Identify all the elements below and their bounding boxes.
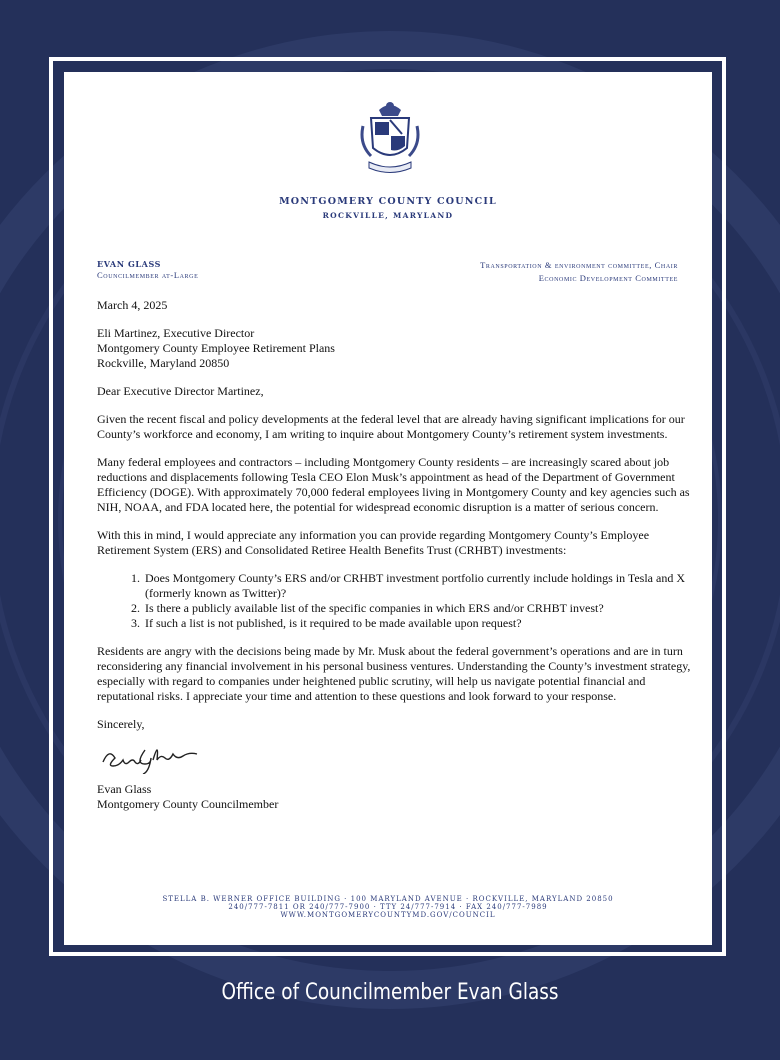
body-paragraph: With this in mind, I would appreciate any information you can provide regarding Montgomery County’s Employee Retirement System (ERS) and Consolidated Retiree Health Benefits Trust (CRHBT) investments:	[97, 528, 650, 557]
letter-date: March 4, 2025	[97, 298, 168, 312]
sender-title: Councilmember at-Large	[97, 270, 199, 280]
county-seal-crest-icon	[357, 96, 423, 180]
committee-line: Transportation & environment committee, Chair	[480, 260, 678, 270]
committee-block	[480, 259, 678, 285]
letterhead-footer	[64, 895, 712, 919]
committee-line: Economic Development Committee	[538, 273, 678, 283]
office-caption: Office of Councilmember Evan Glass	[221, 980, 559, 1005]
council-name: MONTGOMERY COUNTY COUNCIL	[279, 196, 497, 207]
recipient-address	[97, 326, 697, 371]
recipient-line: Eli Martinez, Executive Director	[97, 326, 255, 340]
question-item: 2. Is there a publicly available list of the specific companies in which ERS and/or CRHBT invest?	[143, 601, 697, 616]
body-paragraph: Many federal employees and contractors – including Montgomery County residents – are increasingly scared about job reductions and displacements following Tesla CEO Elon Musk’s appointment as head of the Department of Government Efficiency (DOGE). With approximately 70,000 federal employees living in Montgomery County and key agencies such as NIH, NOAA, and FDA located here, the potential for widespread economic disruption is a matter of serious concern.	[97, 455, 690, 514]
footer-address: STELLA B. WERNER OFFICE BUILDING · 100 MARYLAND AVENUE · ROCKVILLE, MARYLAND 20850	[162, 895, 614, 903]
footer-phone: 240/777-7811 OR 240/777-7900 · TTY 24/777-7914 · FAX 240/777-7989	[228, 903, 548, 911]
question-item: 3. If such a list is not published, is it required to be made available upon request?	[143, 616, 697, 631]
signoff: Sincerely,	[97, 717, 145, 731]
sender-block	[97, 259, 198, 282]
salutation: Dear Executive Director Martinez,	[97, 384, 264, 398]
handwritten-signature-image	[99, 742, 209, 774]
recipient-line: Rockville, Maryland 20850	[97, 356, 230, 370]
letter-page	[64, 72, 712, 945]
question-item: 1. Does Montgomery County’s ERS and/or CRHBT investment portfolio currently include holdings in Tesla and X (formerly known as Twitter)?	[143, 571, 697, 601]
signatory-name: Evan Glass	[97, 782, 152, 796]
signatory-title: Montgomery County Councilmember	[97, 797, 279, 811]
council-location: ROCKVILLE, MARYLAND	[322, 211, 454, 220]
sender-name: EVAN GLASS	[97, 259, 162, 269]
recipient-line: Montgomery County Employee Retirement Plans	[97, 341, 335, 355]
question-list	[97, 571, 697, 631]
footer-website: WWW.MONTGOMERYCOUNTYMD.GOV/COUNCIL	[280, 911, 496, 919]
body-paragraph: Given the recent fiscal and policy developments at the federal level that are already having significant implications for our County’s workforce and economy, I am writing to inquire about Montgomery County’s retirement system investments.	[97, 412, 685, 441]
body-paragraph: Residents are angry with the decisions being made by Mr. Musk about the federal government’s operations and are in turn reconsidering any financial involvement in his personal business ventures. Understanding the County’s investment strategy, especially with regard to companies under heightened public scrutiny, will help us navigate potential financial and reputational risks. I appreciate your time and attention to these questions and look forward to your response.	[97, 644, 691, 703]
letter-body	[97, 298, 697, 812]
